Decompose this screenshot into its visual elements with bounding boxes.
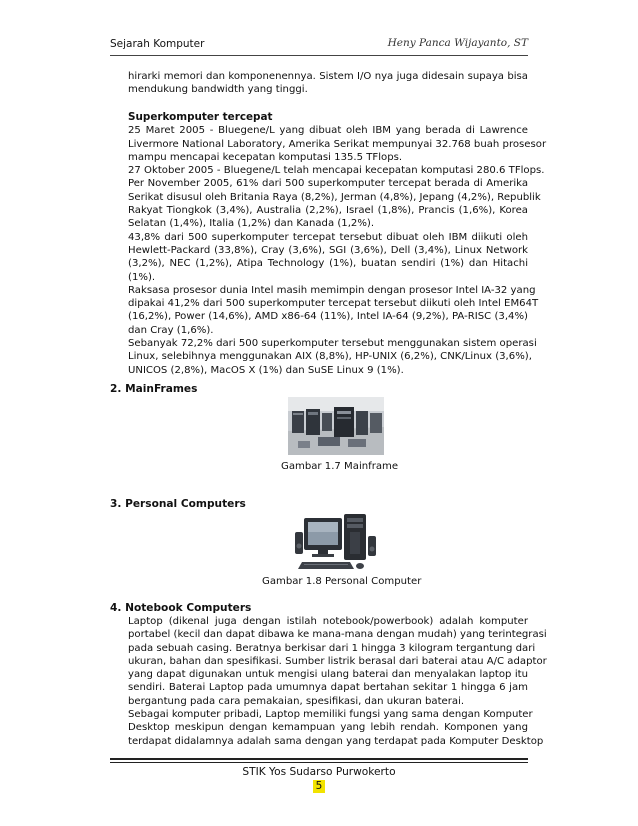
text-line: sendiri. Baterai Laptop pada umumnya dapat bertahan sekitar 1 hingga 6 jam <box>128 682 528 694</box>
section-heading-notebook: 4. Notebook Computers <box>110 602 252 614</box>
section-heading-pc: 3. Personal Computers <box>110 498 246 510</box>
personal-computer-image <box>292 512 378 572</box>
header-title: Sejarah Komputer <box>110 38 205 50</box>
text-line: mampu mencapai kecepatan komputasi 135.5 TFlops. <box>128 151 403 163</box>
mainframe-image <box>288 397 384 455</box>
text-line: dipakai 41,2% dari 500 superkomputer tercepat tersebut diikuti oleh Intel EM64T <box>128 298 539 310</box>
text-line: 27 Oktober 2005 - Bluegene/L telah mencapai kecepatan komputasi 280.6 TFlops. <box>128 165 545 177</box>
text-line: (3,2%), NEC (1,2%), Atipa Technology (1%), buatan sendiri (1%) dan Hitachi <box>128 258 528 270</box>
text-line: (16,2%), Power (14,6%), AMD x86-64 (11%), Intel IA-64 (9,2%), PA-RISC (3,4%) <box>128 311 528 323</box>
text-line: 43,8% dari 500 superkomputer tercepat tersebut dibuat oleh IBM diikuti oleh <box>128 231 528 243</box>
text-line: Selatan (1,4%), Italia (1,2%) dan Kanada (1,2%). <box>128 218 375 230</box>
text-line: Laptop (dikenal juga dengan istilah notebook/powerbook) adalah komputer <box>128 616 528 627</box>
notebook-paragraph <box>128 615 547 748</box>
footer-rule <box>110 758 528 760</box>
text-line: yang dapat digunakan untuk mengisi ulang baterai dan menyalakan laptop itu <box>128 669 528 681</box>
text-line: Linux, selebihnya menggunakan AIX (8,8%), HP-UNIX (6,2%), CNK/Linux (3,6%), <box>128 351 532 363</box>
text-line: mendukung bandwidth yang tinggi. <box>128 84 308 96</box>
intro-paragraph <box>128 70 528 97</box>
figure-caption-mainframe: Gambar 1.7 Mainframe <box>281 461 399 472</box>
footer-institution: STIK Yos Sudarso Purwokerto <box>242 766 396 778</box>
header-author: Heny Panca Wijayanto, ST <box>387 37 528 49</box>
text-line: dan Cray (1,6%). <box>128 324 214 336</box>
text-line: Livermore National Laboratory, Amerika Serikat mempunyai 32.768 buah prosesor <box>128 138 547 150</box>
text-line: Hewlett-Packard (33,8%), Cray (3,6%), SGI (3,6%), Dell (3,4%), Linux Network <box>128 244 528 256</box>
supercomputer-section <box>128 111 547 377</box>
text-line: bergantung pada cara pemakaian, spesifikasi, dan ukuran baterai. <box>128 695 465 707</box>
text-line: Sebagai komputer pribadi, Laptop memiliki fungsi yang sama dengan Komputer <box>128 709 533 721</box>
text-line: hirarki memori dan komponenennya. Sistem I/O nya juga didesain supaya bisa <box>128 71 528 82</box>
page-number: 5 <box>313 780 325 793</box>
section-heading-mainframes: 2. MainFrames <box>110 383 198 395</box>
text-line: Per November 2005, 61% dari 500 superkomputer tercepat berada di Amerika <box>128 178 528 190</box>
text-line: (1%). <box>128 271 156 283</box>
footer-rule <box>110 762 528 763</box>
page-header <box>110 38 528 56</box>
text-line: Raksasa prosesor dunia Intel masih memimpin dengan prosesor Intel IA-32 yang <box>128 284 536 296</box>
text-line: 25 Maret 2005 - Bluegene/L yang dibuat oleh IBM yang berada di Lawrence <box>128 125 528 137</box>
figure-caption-pc: Gambar 1.8 Personal Computer <box>262 576 422 587</box>
text-line: terdapat didalamnya adalah sama dengan yang terdapat pada Komputer Desktop <box>128 735 544 747</box>
text-line: Desktop meskipun dengan kemampuan yang lebih rendah. Komponen yang <box>128 722 528 734</box>
text-line: Serikat disusul oleh Britania Raya (8,2%), Jerman (4,8%), Jepang (4,2%), Republik <box>128 191 541 203</box>
text-line: Sebanyak 72,2% dari 500 superkomputer tersebut menggunakan sistem operasi <box>128 338 537 350</box>
text-line: ukuran, bahan dan spesifikasi. Sumber listrik berasal dari baterai atau A/C adaptor <box>128 655 547 667</box>
section-subtitle: Superkomputer tercepat <box>128 111 273 123</box>
text-line: portabel (kecil dan dapat dibawa ke mana-mana dengan mudah) yang terintegrasi <box>128 629 547 641</box>
text-line: Rakyat Tiongkok (3,4%), Australia (2,2%), Israel (1,8%), Prancis (1,6%), Korea <box>128 205 528 217</box>
text-line: pada sebuah casing. Beratnya berkisar dari 1 hingga 3 kilogram tergantung dari <box>128 642 536 654</box>
text-line: UNICOS (2,8%), MacOS X (1%) dan SuSE Linux 9 (1%). <box>128 364 404 376</box>
